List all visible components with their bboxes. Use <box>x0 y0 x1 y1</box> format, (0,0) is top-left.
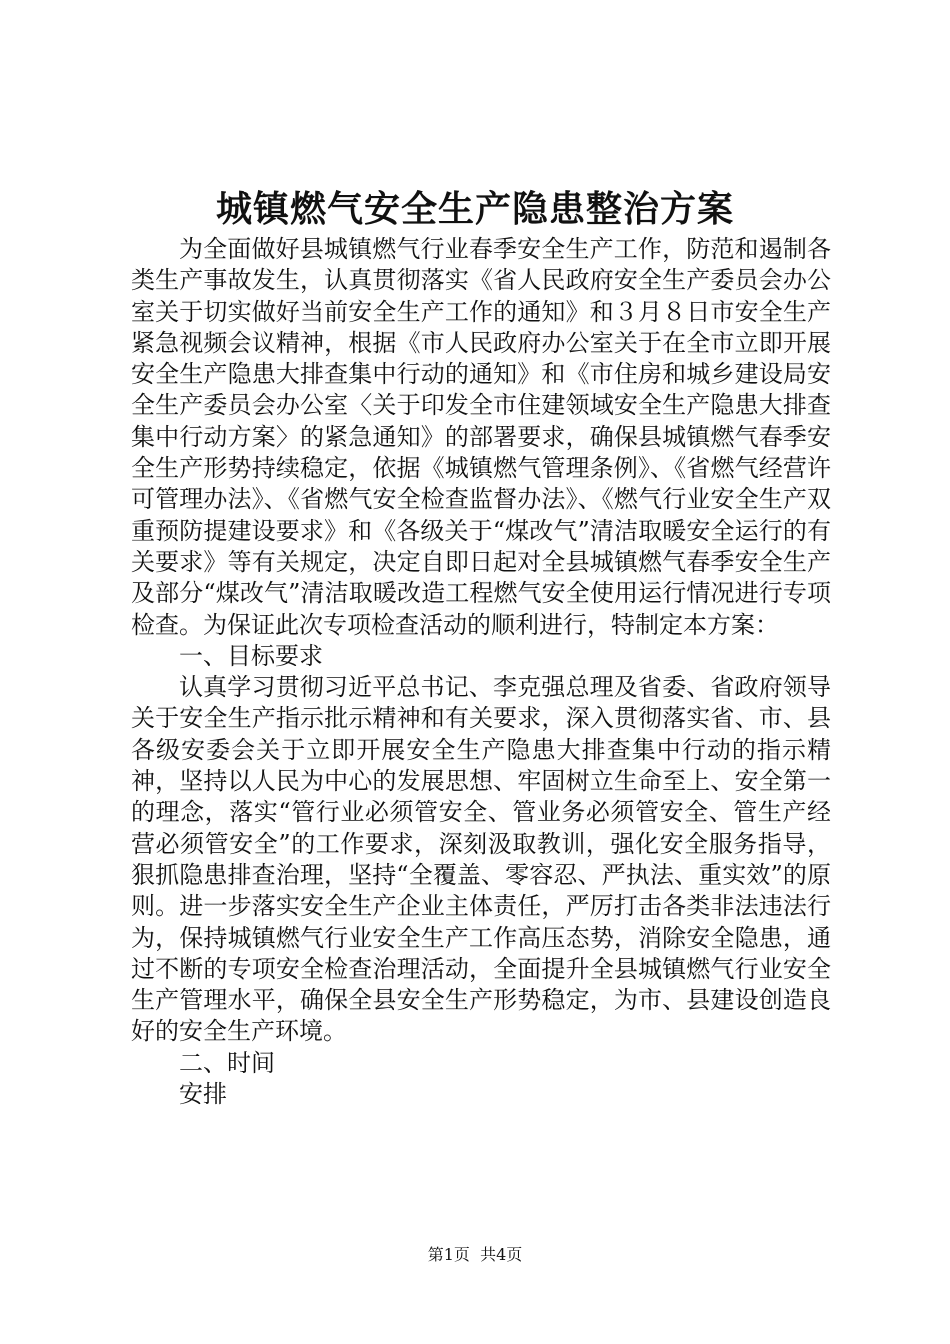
time-paragraph: 安排 <box>179 1080 227 1109</box>
page-footer <box>0 1243 950 1267</box>
intro-paragraph: 为全面做好县城镇燃气行业春季安全生产工作，防范和遏制各类生产事故发生，认真贯彻落实《省人民政府安全生产委员会办公室关于切实做好当前安全生产工作的通知》和３月８日市安全生产紧急视频会议精神，根据《市人民政府办公室关于在全市立即开展安全生产隐患大排查集中行动的通知》和《市住房和城乡建设局安全生产委员会办公室〈关于印发全市住建领域安全生产隐患大排查集中行动方案〉的紧急通知》的部署要求，确保县城镇燃气春季安全生产形势持续稳定，依据《城镇燃气管理条例》、《省燃气经营许可管理办法》、《省燃气安全检查监督办法》、《燃气行业安全生产双重预防提建设要求》和《各级关于“煤改气”清洁取暖安全运行的有关要求》等有关规定，决定自即日起对全县城镇燃气春季安全生产及部分“煤改气”清洁取暖改造工程燃气安全使用运行情况进行专项检查。为保证此次专项检查活动的顺利进行，特制定本方案： <box>131 235 831 639</box>
section-heading-goals: 一、目标要求 <box>179 641 323 670</box>
section-heading-time: 二、时间 <box>179 1048 275 1077</box>
document-body <box>131 234 831 1110</box>
document-title: 城镇燃气安全生产隐患整治方案 <box>215 188 734 230</box>
goals-paragraph: 认真学习贯彻习近平总书记、李克强总理及省委、省政府领导关于安全生产指示批示精神和有关要求，深入贯彻落实省、市、县各级安委会关于立即开展安全生产隐患大排查集中行动的指示精神，坚持以人民为中心的发展思想、牢固树立生命至上、安全第一的理念，落实“管行业必须管安全、管业务必须管安全、管生产经营必须管安全”的工作要求，深刻汲取教训，强化安全服务指导，狠抓隐患排查治理，坚持“全覆盖、零容忍、严执法、重实效”的原则。进一步落实安全生产企业主体责任，严厉打击各类非法违法行为，保持城镇燃气行业安全生产工作高压态势，消除安全隐患，通过不断的专项安全检查治理活动，全面提升全县城镇燃气行业安全生产管理水平，确保全县安全生产形势稳定，为市、县建设创造良好的安全生产环境。 <box>131 673 831 1046</box>
page-number: 第1页 <box>427 1245 470 1264</box>
page-total: 共4页 <box>480 1245 523 1264</box>
